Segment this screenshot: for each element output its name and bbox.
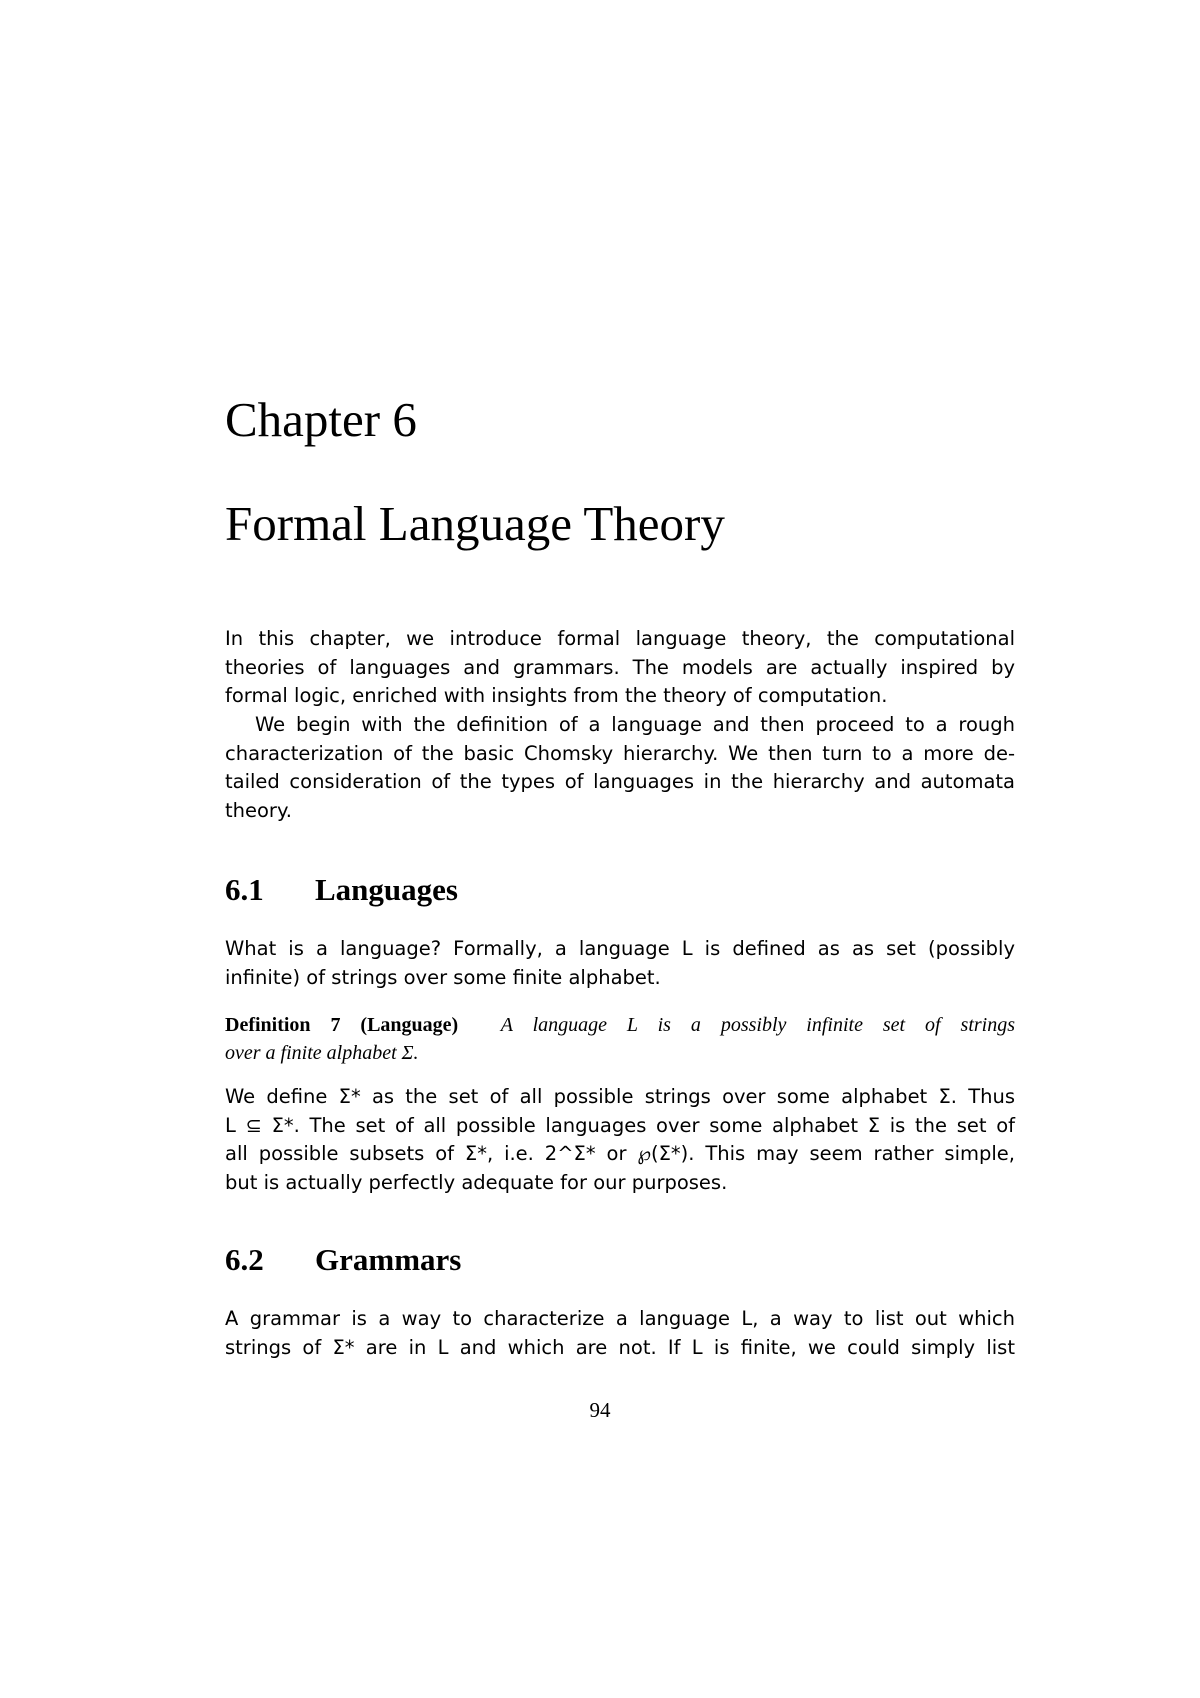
text-line: but is actually perfectly adequate for our purposes. — [225, 1170, 728, 1194]
section-title: Grammars — [315, 1242, 462, 1277]
section-title: Languages — [315, 872, 458, 907]
section-number: 6.1 — [225, 872, 264, 907]
languages-paragraph-1 — [225, 935, 1015, 992]
definition-line: over a finite alphabet Σ. — [225, 1041, 419, 1064]
text-line: theories of languages and grammars. The models are actually inspired by — [225, 655, 1015, 679]
text-line: L ⊆ Σ*. The set of all possible languages over some alphabet Σ is the set of — [225, 1113, 1015, 1137]
intro-paragraph-2 — [225, 711, 1015, 825]
chapter-title: Formal Language Theory — [225, 496, 725, 551]
text-line: We begin with the definition of a language and then proceed to a rough — [255, 713, 1015, 736]
definition-label: Definition 7 (Language) — [225, 1014, 459, 1036]
text-line: strings of Σ* are in L and which are not. If L is finite, we could simply list — [225, 1335, 1015, 1359]
section-number: 6.2 — [225, 1242, 264, 1277]
text-line: A grammar is a way to characterize a language L, a way to list out which — [225, 1307, 1015, 1330]
text-line: all possible subsets of Σ*, i.e. 2^Σ* or ℘(Σ*). This may seem rather simple, — [225, 1142, 1015, 1165]
text-line: characterization of the basic Chomsky hierarchy. We then turn to a more de- — [225, 741, 1015, 765]
grammars-paragraph-1 — [225, 1305, 1015, 1362]
text-line: infinite) of strings over some finite alphabet. — [225, 965, 661, 989]
text-line: tailed consideration of the types of languages in the hierarchy and automata — [225, 770, 1015, 793]
intro-paragraph-1 — [225, 625, 1015, 711]
chapter-label: Chapter 6 — [225, 392, 417, 447]
text-line: We define Σ* as the set of all possible strings over some alphabet Σ. Thus — [225, 1085, 1015, 1108]
text-line: formal logic, enriched with insights from the theory of computation. — [225, 684, 888, 707]
section-heading-grammars — [225, 1240, 1015, 1280]
text-line: In this chapter, we introduce formal language theory, the computational — [225, 627, 1015, 650]
languages-paragraph-2 — [225, 1083, 1015, 1197]
definition-line — [225, 1010, 1015, 1039]
page-number: 94 — [589, 1398, 611, 1422]
definition-block — [225, 1010, 1015, 1067]
definition-text: A language L is a possibly infinite set of strings — [500, 1014, 1015, 1036]
text-line: What is a language? Formally, a language L is defined as as set (possibly — [225, 937, 1015, 960]
text-line: theory. — [225, 798, 292, 822]
section-heading-languages — [225, 870, 1015, 910]
